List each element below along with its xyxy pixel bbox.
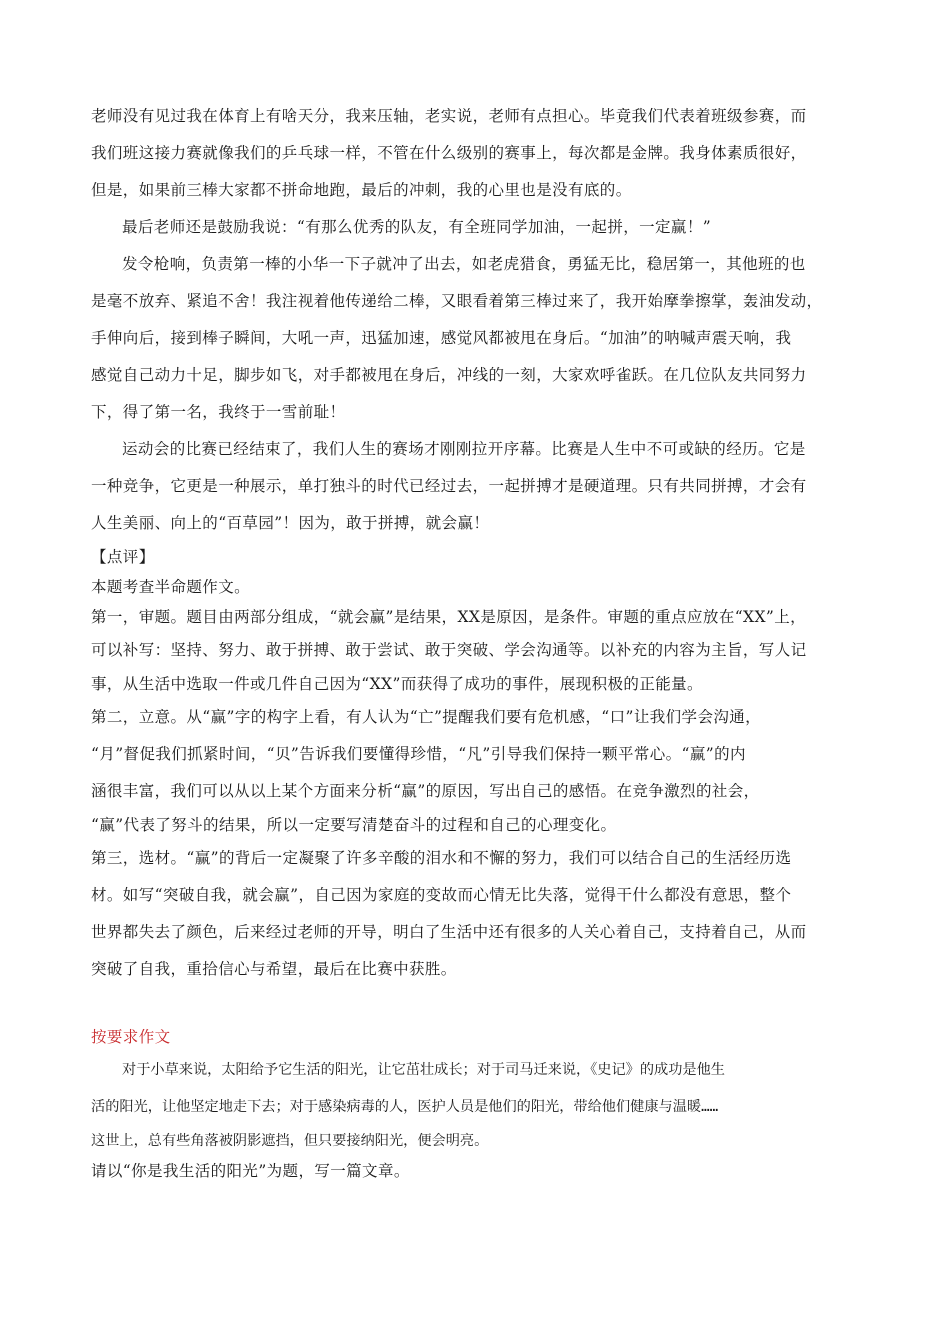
- task-prompt: [91, 1052, 851, 1156]
- prompt-line: 这世上，总有些角落被阴影遮挡，但只要接纳阳光，便会明亮。: [91, 1133, 489, 1149]
- essay-line: 我们班这接力赛就像我们的乒乓球一样，不管在什么级别的赛事上，每次都是金牌。我身体素质很好，: [91, 144, 807, 162]
- prompt-line: 对于小草来说，太阳给予它生活的阳光，让它茁壮成长；对于司马迁来说，《史记》的成功是他生: [122, 1062, 725, 1078]
- essay-line: 下，得了第一名，我终于一雪前耻！: [91, 403, 346, 421]
- task-heading: 按要求作文: [91, 1028, 171, 1046]
- essay-line: 手伸向后，接到棒子瞬间，大吼一声，迅猛加速，感觉风都被甩在身后。“加油”的呐喊声震天响，我: [91, 329, 792, 347]
- essay-line: 发令枪响，负责第一棒的小华一下子就冲了出去，如老虎猎食，勇猛无比，稳居第一，其他班的也: [122, 255, 806, 273]
- review-line: 本题考查半命题作文。: [91, 578, 251, 596]
- review-line: 世界都失去了颜色，后来经过老师的开导，明白了生活中还有很多的人关心着自己，支持着自己，从而: [91, 923, 807, 941]
- review-line: “赢”代表了努斗的结果，所以一定要写清楚奋斗的过程和自己的心理变化。: [91, 816, 617, 834]
- essay-line: 感觉自己动力十足，脚步如飞，对手都被甩在身后，冲线的一刻，大家欢呼雀跃。在几位队友共同努力: [91, 366, 807, 384]
- prompt-line: 活的阳光，让他坚定地走下去；对于感染病毒的人，医护人员是他们的阳光，带给他们健康与温暖……: [91, 1099, 719, 1115]
- review-line: 第一，审题。题目由两部分组成，“就会赢”是结果，XX是原因，是条件。审题的重点应放在“XX”上，: [91, 608, 807, 626]
- essay-line: 老师没有见过我在体育上有啥天分，我来压轴，老实说，老师有点担心。毕竟我们代表着班级参赛，而: [91, 107, 807, 125]
- review-line: 第三，选材。“赢”的背后一定凝聚了许多辛酸的泪水和不懈的努力，我们可以结合自己的生活经历选: [91, 849, 792, 867]
- essay-section: [91, 98, 851, 542]
- review-line: 突破了自我，重拾信心与希望，最后在比赛中获胜。: [91, 960, 457, 978]
- review-line: 材。如写“突破自我，就会赢”，自己因为家庭的变故而心情无比失落，觉得干什么都没有意思，整个: [91, 886, 792, 904]
- essay-line: 一种竞争，它更是一种展示，单打独斗的时代已经过去，一起拼搏才是硬道理。只有共同拼搏，才会有: [91, 477, 807, 495]
- review-heading: 【点评】: [91, 548, 155, 566]
- task-section: [91, 1022, 851, 1186]
- review-line: 涵很丰富，我们可以从以上某个方面来分析“赢”的原因，写出自己的感悟。在竞争激烈的社会，: [91, 782, 760, 800]
- essay-line: 人生美丽、向上的“百草园”！因为，敢于拼搏，就会赢！: [91, 514, 490, 532]
- review-line: 事，从生活中选取一件或几件自己因为“XX”而获得了成功的事件，展现积极的正能量。: [91, 675, 703, 693]
- review-line: 可以补写：坚持、努力、敢于拼搏、敢于尝试、敢于突破、学会沟通等。以补充的内容为主旨，写人记: [91, 641, 807, 659]
- document-page: [91, 98, 851, 1186]
- task-instruction: 请以“你是我生活的阳光”为题，写一篇文章。: [91, 1162, 410, 1180]
- review-line: “月”督促我们抓紧时间，“贝”告诉我们要懂得珍惜，“凡”引导我们保持一颗平常心。“赢”的内: [91, 745, 746, 763]
- review-section: [91, 542, 851, 988]
- essay-line: 最后老师还是鼓励我说：“有那么优秀的队友，有全班同学加油，一起拼，一定赢！”: [122, 218, 712, 236]
- review-line: 第二，立意。从“赢”字的构字上看，有人认为“亡”提醒我们要有危机感，“口”让我们学会沟通，: [91, 708, 762, 726]
- essay-line: 是毫不放弃、紧追不舍！我注视着他传递给二棒，又眼看着第三棒过来了，我开始摩拳擦掌，轰油发动，: [91, 292, 823, 310]
- essay-line: 运动会的比赛已经结束了，我们人生的赛场才刚刚拉开序幕。比赛是人生中不可或缺的经历。它是: [122, 440, 806, 458]
- essay-line: 但是，如果前三棒大家都不拼命地跑，最后的冲刺，我的心里也是没有底的。: [91, 181, 632, 199]
